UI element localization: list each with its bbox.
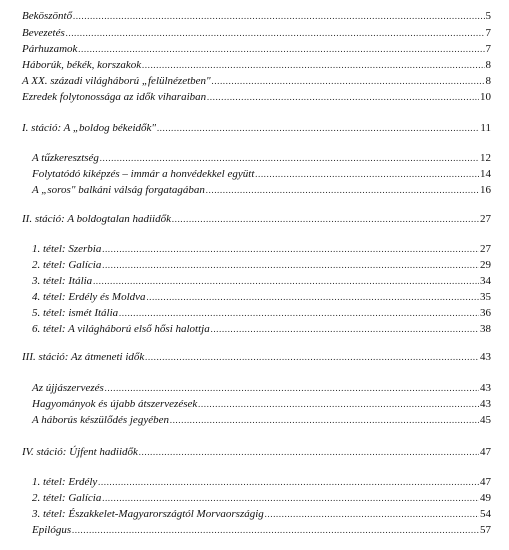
toc-entry-page: 8: [485, 75, 491, 87]
toc-entry: [32, 168, 491, 181]
toc-entry: [32, 382, 491, 395]
toc-entry: [22, 91, 491, 104]
toc-entry: [32, 492, 491, 505]
toc-leader-dots: [255, 168, 479, 181]
toc-entry: [22, 75, 491, 88]
toc-leader-dots: [98, 476, 479, 489]
toc-entry-page: 8: [485, 59, 491, 71]
toc-entry: [32, 508, 491, 521]
toc-entry-page: 7: [485, 43, 491, 55]
toc-leader-dots: [102, 259, 479, 272]
toc-entry: [32, 243, 491, 256]
toc-entry-page: 43: [480, 398, 491, 410]
toc-entry: [32, 414, 491, 427]
toc-entry-page: 47: [480, 476, 491, 488]
toc-entry: [32, 259, 491, 272]
toc-leader-dots: [73, 10, 484, 23]
toc-leader-dots: [170, 414, 479, 427]
toc-entry-page: 43: [480, 382, 491, 394]
toc-entry-title: 3. tétel: Itália: [32, 275, 93, 287]
toc-entry-page: 16: [480, 184, 491, 196]
toc-leader-dots: [265, 508, 479, 521]
toc-section-entry: [22, 213, 491, 226]
toc-entry-title: 5. tétel: ismét Itália: [32, 307, 119, 319]
toc-leader-dots: [212, 75, 485, 88]
toc-leader-dots: [119, 307, 479, 320]
toc-entry-page: 57: [480, 524, 491, 536]
toc-entry-page: 35: [480, 291, 491, 303]
toc-entry-title: A XX. századi világháború „felülnézetben": [22, 75, 211, 87]
toc-entry-page: 54: [480, 508, 491, 520]
toc-entry-title: A háborús készülődés jegyében: [32, 414, 169, 426]
toc-entry-title: 1. tétel: Erdély: [32, 476, 98, 488]
toc-entry: [32, 476, 491, 489]
toc-leader-dots: [105, 382, 479, 395]
toc-entry: [22, 43, 491, 56]
toc-leader-dots: [147, 291, 479, 304]
toc-leader-dots: [206, 184, 479, 197]
toc-leader-dots: [93, 275, 479, 288]
toc-entry-title: A „soros" balkáni válság forgatagában: [32, 184, 205, 196]
toc-entry-page: 29: [480, 259, 491, 271]
toc-entry-page: 11: [480, 122, 491, 134]
toc-entry-title: 4. tétel: Erdély és Moldva: [32, 291, 146, 303]
toc-entry: [32, 275, 491, 288]
toc-leader-dots: [157, 122, 479, 135]
toc-entry: [32, 323, 491, 336]
toc-entry-page: 7: [485, 27, 491, 39]
toc-entry-page: 27: [480, 243, 491, 255]
toc-entry-page: 34: [480, 275, 491, 287]
toc-leader-dots: [102, 492, 479, 505]
toc-entry-title: A tűzkeresztség: [32, 152, 99, 164]
toc-entry: [22, 27, 491, 40]
toc-entry-title: 6. tétel: A világháború első hősi halottja: [32, 323, 210, 335]
toc-entry-page: 36: [480, 307, 491, 319]
toc-entry-title: 3. tétel: Északkelet-Magyarországtól Morvaországig: [32, 508, 264, 520]
toc-entry-title: IV. stáció: Újfent hadiidők: [22, 446, 138, 458]
toc-entry-title: Ezredek folytonossága az idők viharaiban: [22, 91, 207, 103]
toc-entry-title: I. stáció: A „boldog békeidők": [22, 122, 157, 134]
toc-entry-title: III. stáció: Az átmeneti idők: [22, 351, 145, 363]
toc-entry-page: 10: [480, 91, 491, 103]
toc-leader-dots: [100, 152, 479, 165]
toc-entry-title: 2. tétel: Galícia: [32, 492, 102, 504]
toc-entry-title: II. stáció: A boldogtalan hadiidők: [22, 213, 171, 225]
toc-entry-page: 12: [480, 152, 491, 164]
toc-entry-title: Beköszöntő: [22, 10, 73, 22]
toc-leader-dots: [142, 59, 484, 72]
toc-leader-dots: [211, 323, 479, 336]
toc-entry-page: 45: [480, 414, 491, 426]
toc-leader-dots: [172, 213, 479, 226]
toc-section-entry: [22, 446, 491, 459]
toc-leader-dots: [198, 398, 479, 411]
toc-entry-title: Bevezetés: [22, 27, 65, 39]
toc-entry: [32, 184, 491, 197]
toc-entry-page: 5: [485, 10, 491, 22]
toc-leader-dots: [66, 27, 485, 40]
toc-entry: [32, 398, 491, 411]
toc-entry-title: Párhuzamok: [22, 43, 78, 55]
toc-entry-title: Folytatódó kiképzés – immár a honvédekkel együtt: [32, 168, 255, 180]
toc-entry-page: 43: [480, 351, 491, 363]
toc-entry: [32, 524, 491, 537]
toc-leader-dots: [145, 351, 479, 364]
toc-entry: [32, 291, 491, 304]
toc-leader-dots: [102, 243, 479, 256]
toc-entry: [32, 307, 491, 320]
toc-entry: [32, 152, 491, 165]
toc-entry-title: Hagyományok és újabb átszervezések: [32, 398, 198, 410]
toc-entry-page: 49: [480, 492, 491, 504]
toc-section-entry: [22, 122, 491, 135]
toc-entry-title: Háborúk, békék, korszakok: [22, 59, 142, 71]
toc-leader-dots: [78, 43, 484, 56]
toc-entry-title: 2. tétel: Galícia: [32, 259, 102, 271]
toc-entry-title: Epilógus: [32, 524, 72, 536]
toc-leader-dots: [72, 524, 479, 537]
toc-entry-page: 14: [480, 168, 491, 180]
toc-entry: [22, 59, 491, 72]
toc-entry-title: Az újjászervezés: [32, 382, 104, 394]
toc-leader-dots: [207, 91, 479, 104]
toc-entry-page: 27: [480, 213, 491, 225]
toc-entry-page: 38: [480, 323, 491, 335]
toc-entry-title: 1. tétel: Szerbia: [32, 243, 102, 255]
toc-entry: [22, 10, 491, 23]
toc-section-entry: [22, 351, 491, 364]
toc-entry-page: 47: [480, 446, 491, 458]
toc-leader-dots: [139, 446, 479, 459]
